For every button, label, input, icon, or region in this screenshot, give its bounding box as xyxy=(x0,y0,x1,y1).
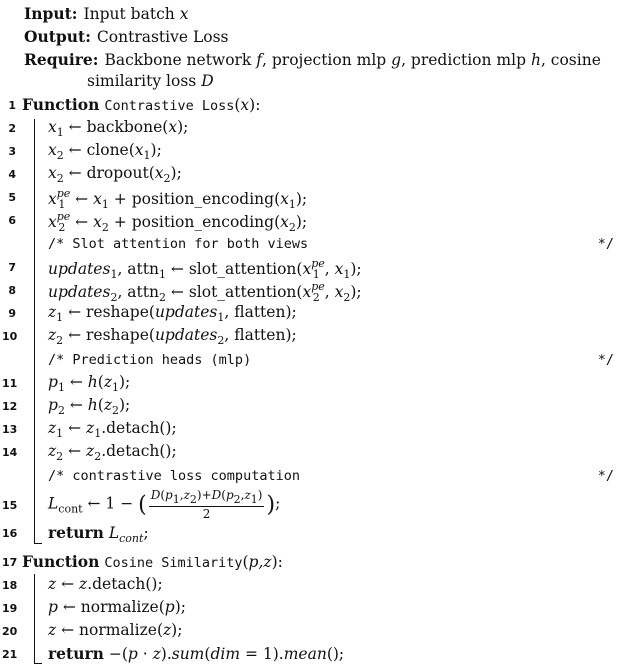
comment-end: */ xyxy=(597,352,614,368)
line-number: 20 xyxy=(2,625,18,638)
fn-normalize: normalize xyxy=(80,598,159,616)
algo-comment-1 xyxy=(0,233,624,257)
statement: return $L_{cont}$; xyxy=(48,523,149,545)
statement: $z_1$ ← reshape(updates$_1$, flatten); xyxy=(48,303,297,324)
var-attn: attn xyxy=(127,260,159,278)
function-keyword: Function xyxy=(22,95,100,114)
require-label: Require: xyxy=(24,50,99,69)
require-text-d: , cosine xyxy=(540,51,601,69)
line-number: 13 xyxy=(2,423,18,436)
output-text: Contrastive Loss xyxy=(96,28,229,46)
require-line-2 xyxy=(87,72,214,90)
function-args: p,z xyxy=(248,553,272,571)
fn-slot-attention: slot_attention xyxy=(188,260,297,278)
input-line xyxy=(24,4,188,23)
algo-comment-3 xyxy=(0,465,624,489)
require-line xyxy=(24,50,601,69)
line-number: 1 xyxy=(8,99,16,112)
statement: $z_2$ ← $z_2.detach()$; xyxy=(48,442,177,463)
algo-line-5 xyxy=(0,186,624,210)
statement: $L_{cont}$ ← 1 − ( $\frac{D(p1,z2)+D(p2,z1)}{2}$ ); xyxy=(48,488,281,521)
fn-normalize: normalize xyxy=(79,621,157,639)
return-keyword: return xyxy=(48,644,104,663)
input-label: Input: xyxy=(24,4,78,23)
require-text-e: similarity loss xyxy=(87,72,197,90)
algo-line-2 xyxy=(0,117,624,141)
arg-flatten: flatten xyxy=(234,303,286,321)
output-label: Output: xyxy=(24,27,91,46)
comment-text: /* Prediction heads (mlp) xyxy=(48,352,252,368)
algo-line-7 xyxy=(0,256,624,280)
require-g: g xyxy=(391,51,402,69)
comment-end: */ xyxy=(597,236,614,252)
input-var: x xyxy=(179,5,189,23)
line-number: 4 xyxy=(8,168,16,181)
return-keyword: return xyxy=(48,523,104,542)
require-h: h xyxy=(530,51,541,69)
algo-line-12 xyxy=(0,395,624,419)
algo-line-15 xyxy=(0,488,624,522)
sub-cont: cont xyxy=(119,532,144,545)
line-number: 11 xyxy=(2,377,18,390)
algo-line-13 xyxy=(0,418,624,442)
pe-sup: pe xyxy=(311,280,325,293)
function-keyword: Function xyxy=(22,552,100,571)
statement: z ← normalize(z); xyxy=(48,621,183,639)
output-line xyxy=(24,27,229,46)
function-name: Cosine Similarity xyxy=(104,555,243,571)
algo-line-20 xyxy=(0,620,624,644)
pe-sup: pe xyxy=(56,210,71,223)
fn-position-encoding: position_encoding xyxy=(131,190,275,208)
var-updates: updates xyxy=(48,260,111,278)
pe-sup: pe xyxy=(311,257,325,270)
line-number: 10 xyxy=(2,330,18,343)
fn-detach: detach xyxy=(106,442,160,460)
fn-backbone: backbone xyxy=(86,118,163,136)
arg-dim: dim xyxy=(210,645,241,663)
loss-fraction: $\frac{D(p1,z2)+D(p2,z1)}{2}$ xyxy=(150,488,263,521)
statement: updates$_1$, attn$_1$ ← $slot\_attention(x^{pe}_1$ , $x_1$); xyxy=(48,257,362,281)
sub-cont: cont xyxy=(58,502,83,516)
algo-line-10 xyxy=(0,325,624,349)
line-number: 17 xyxy=(2,556,18,569)
fn-detach: detach xyxy=(106,419,160,437)
require-text-b: , projection mlp xyxy=(262,51,387,69)
algo-comment-2 xyxy=(0,349,624,373)
statement: $x_1$ ← backbone(x); xyxy=(48,118,189,139)
line-number: 14 xyxy=(2,446,18,459)
line-number: 7 xyxy=(8,261,16,274)
line-number: 2 xyxy=(8,122,16,135)
statement: $p_1$ ← $h(z_1)$; xyxy=(48,373,131,394)
line-number: 8 xyxy=(8,284,16,297)
arg-flatten: flatten xyxy=(234,326,286,344)
fn-mean: mean xyxy=(283,645,327,663)
line-number: 15 xyxy=(2,499,18,512)
var-updates: updates xyxy=(154,303,218,321)
algo-line-21 xyxy=(0,643,624,667)
line-number: 5 xyxy=(8,191,16,204)
comment-text: /* Slot attention for both views xyxy=(48,236,309,252)
algo-line-9 xyxy=(0,302,624,326)
statement: p ← normalize(p); xyxy=(48,598,186,616)
algo-line-6 xyxy=(0,209,624,233)
statement: $x_2$ ← $clone(x_1)$; xyxy=(48,141,162,162)
algo-line-11 xyxy=(0,372,624,396)
pe-sup: pe xyxy=(56,187,71,200)
fn-dropout: dropout xyxy=(86,164,149,182)
statement: updates$_2$, attn$_2$ ← $slot\_attention(x^{pe}_2$ , $x_2$); xyxy=(48,280,362,304)
function-arg: x xyxy=(240,96,250,114)
statement: $x^{pe}_2$ ← $x_2$ + $position\_encoding(x_2)$; xyxy=(48,210,308,234)
require-D: D xyxy=(201,72,214,90)
fn-detach: detach xyxy=(92,575,146,593)
statement: z ← z.detach(); xyxy=(48,575,163,593)
algo-line-18 xyxy=(0,574,624,598)
var-attn: attn xyxy=(127,283,159,301)
algo-line-14 xyxy=(0,441,624,465)
fn-clone: clone xyxy=(86,141,129,159)
algo-line-4 xyxy=(0,163,624,187)
line-number: 6 xyxy=(8,214,16,227)
require-f: f xyxy=(256,51,263,69)
line-number: 3 xyxy=(8,145,16,158)
line-number: 9 xyxy=(8,307,16,320)
var-updates: updates xyxy=(154,326,218,344)
fn-sum: sum xyxy=(171,645,205,663)
require-text-a: Backbone network xyxy=(104,51,252,69)
comment-end: */ xyxy=(597,468,614,484)
fn-slot-attention: slot_attention xyxy=(188,283,297,301)
algo-line-8 xyxy=(0,279,624,303)
line-number: 19 xyxy=(2,602,18,615)
line-number: 16 xyxy=(2,527,18,540)
comment-text: /* contrastive loss computation xyxy=(48,468,300,484)
statement: $x_2$ ← $dropout(x_2)$; xyxy=(48,164,182,185)
input-text: Input batch xyxy=(83,5,175,23)
line-number: 12 xyxy=(2,400,18,413)
algo-line-19 xyxy=(0,597,624,621)
line-number: 21 xyxy=(2,648,18,661)
statement: $z_1$ ← $z_1.detach()$; xyxy=(48,419,177,440)
statement: $z_2$ ← reshape(updates$_2$, flatten); xyxy=(48,326,297,347)
line-number: 18 xyxy=(2,579,18,592)
function-header: Function Contrastive Loss(x): xyxy=(22,95,261,114)
statement: $p_2$ ← $h(z_2)$; xyxy=(48,396,131,417)
algo-line-3 xyxy=(0,140,624,164)
var-updates: updates xyxy=(48,283,111,301)
algo-line-1 xyxy=(0,94,624,118)
fn-position-encoding: position_encoding xyxy=(131,213,275,231)
algo-line-17 xyxy=(0,551,624,575)
function-name: Contrastive Loss xyxy=(104,98,235,114)
require-text-c: , prediction mlp xyxy=(401,51,527,69)
statement: $x^{pe}_1$ ← $x_1$ + $position\_encoding(x_1)$; xyxy=(48,187,308,211)
statement: return −(p · z).sum(dim = 1).mean(); xyxy=(48,644,345,663)
fn-reshape: reshape xyxy=(86,303,149,321)
function-header: Function Cosine Similarity(p,z): xyxy=(22,552,283,571)
fn-reshape: reshape xyxy=(86,326,149,344)
algo-line-16 xyxy=(0,522,624,546)
